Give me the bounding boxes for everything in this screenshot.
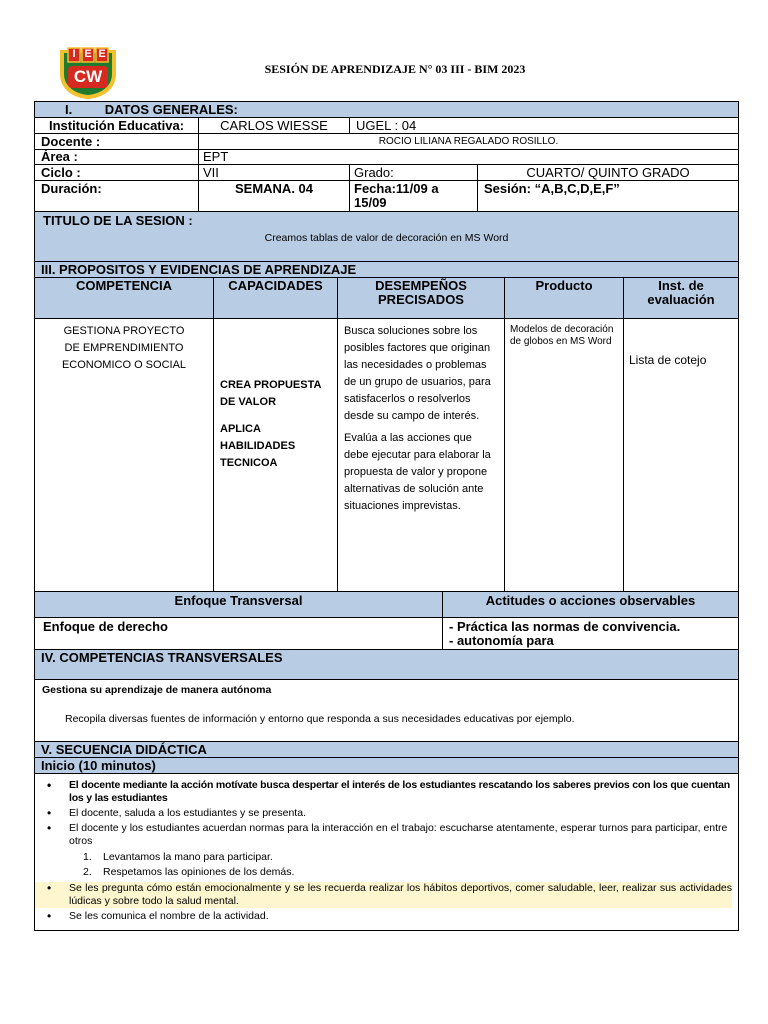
- list-item: • Se les comunica el nombre de la actividad.: [35, 910, 732, 923]
- numbered-item-text: Respetamos las opiniones de los demás.: [103, 866, 295, 878]
- logo-letter-1: I: [72, 48, 76, 60]
- desempeno-2: Evalúa a las acciones que debe ejecutar para elaborar la propuesta de valor y propone alternativas de solución ante situaciones imprevistas.: [344, 432, 491, 512]
- ugel: UGEL : 04: [349, 117, 739, 134]
- numbered-item-number: 2.: [83, 866, 92, 878]
- institucion-label: Institución Educativa:: [34, 117, 199, 134]
- producto-cell: [504, 318, 624, 592]
- docente-value: ROCIO LILIANA REGALADO ROSILLO.: [198, 133, 739, 150]
- ciclo-label: Ciclo :: [34, 164, 199, 181]
- desempeno-1: Busca soluciones sobre los posibles factores que originan las necesidades o problemas de un grupo de usuarios, para satisfacerlos o resolverlos desde su campo de interés.: [344, 325, 491, 422]
- section-datos-generales: [34, 101, 739, 118]
- capacidad-1: CREA PROPUESTA DE VALOR: [220, 379, 322, 408]
- section-propositos: III. PROPOSITOS Y EVIDENCIAS DE APRENDIZAJE: [34, 261, 739, 278]
- semana-value: SEMANA. 04: [198, 180, 350, 212]
- numbered-item: [35, 866, 732, 879]
- instrumento-text: Lista de cotejo: [629, 353, 707, 367]
- fecha-line-2: 15/09: [354, 195, 387, 210]
- enfoque-value: Enfoque de derecho: [34, 617, 443, 650]
- logo-letter-3: E: [98, 48, 106, 60]
- competencias-transversales-box: [34, 679, 739, 742]
- titulo-sesion-value: Creamos tablas de valor de decoración en MS Word: [264, 232, 509, 244]
- section-competencias-transversales: IV. COMPETENCIAS TRANSVERSALES: [34, 649, 739, 680]
- grado-value: CUARTO/ QUINTO GRADO: [477, 164, 739, 181]
- area-label: Área :: [34, 149, 199, 165]
- area-value: EPT: [198, 149, 739, 165]
- section-title: I. DATOS GENERALES:: [65, 102, 238, 117]
- section-secuencia: V. SECUENCIA DIDÁCTICA: [34, 741, 739, 758]
- fecha-line-1: Fecha:11/09 a: [354, 181, 439, 196]
- inicio-label: Inicio (10 minutos): [34, 757, 739, 774]
- ct-text: Recopila diversas fuentes de información y entorno que responda a sus necesidades educativas por ejemplo.: [65, 713, 575, 725]
- titulo-sesion-box: [34, 211, 739, 262]
- producto-text: Modelos de decoración de globos en MS Word: [510, 324, 614, 347]
- page-title: SESIÓN DE APRENDIZAJE N° 03 III - BIM 2023: [264, 62, 526, 76]
- list-item: • El docente mediante la acción motívate busca despertar el interés de los estudiantes rescatando los saberes previos con los que cuentan los y las estudiantes: [35, 779, 732, 805]
- capacidad-2: APLICA HABILIDADES TECNICOA: [220, 423, 296, 469]
- competencia-cell: [34, 318, 214, 592]
- header-instrumento: Inst. de evaluación: [623, 277, 739, 319]
- secuencia-list-box: [34, 773, 739, 931]
- institucion-value: CARLOS WIESSE: [198, 117, 350, 134]
- fecha-value: [349, 180, 478, 212]
- docente-label: Docente :: [34, 133, 199, 150]
- grado-label: Grado:: [349, 164, 478, 181]
- ciclo-value: VII: [198, 164, 350, 181]
- desempenos-cell: [337, 318, 505, 592]
- school-logo: [56, 44, 120, 100]
- header-capacidades: CAPACIDADES: [213, 277, 338, 319]
- header-competencia: COMPETENCIA: [34, 277, 214, 319]
- header-actitudes: Actitudes o acciones observables: [442, 591, 739, 618]
- list-item-highlighted: • Se les pregunta cómo están emocionalmente y se les recuerda realizar los hábitos deportivos, comer saludable, leer, realizar sus actividades lúdicas y sobre todo la salud mental.: [35, 882, 732, 908]
- ct-title: Gestiona su aprendizaje de manera autónoma: [42, 684, 272, 696]
- numbered-item-text: Levantamos la mano para participar.: [103, 851, 273, 863]
- list-item: • El docente, saluda a los estudiantes y se presenta.: [35, 807, 732, 820]
- logo-letter-2: E: [84, 48, 92, 60]
- actitud-2: - autonomía para: [449, 633, 554, 648]
- header-enfoque: Enfoque Transversal: [34, 591, 443, 618]
- list-item: • El docente y los estudiantes acuerdan normas para la interacción en el trabajo: escucharse atentamente, esperar turnos para participar, entre otros: [35, 822, 732, 848]
- numbered-item: [35, 851, 732, 864]
- competencia-text: GESTIONA PROYECTO DE EMPRENDIMIENTO ECONOMICO O SOCIAL: [61, 325, 187, 371]
- header-producto: Producto: [504, 277, 624, 319]
- numbered-item-number: 1.: [83, 851, 92, 863]
- duracion-label: Duración:: [34, 180, 199, 212]
- actitudes-cell: [442, 617, 739, 650]
- actitud-1: - Práctica las normas de convivencia.: [449, 619, 681, 634]
- logo-cw: CW: [73, 67, 103, 86]
- capacidades-cell: [213, 318, 338, 592]
- inicio-list: [35, 779, 732, 923]
- titulo-sesion-label: TITULO DE LA SESION :: [43, 213, 193, 228]
- instrumento-cell: [623, 318, 739, 592]
- sesion-value: Sesión: “A,B,C,D,E,F”: [477, 180, 739, 212]
- header-desempenos: DESEMPEÑOS PRECISADOS: [337, 277, 505, 319]
